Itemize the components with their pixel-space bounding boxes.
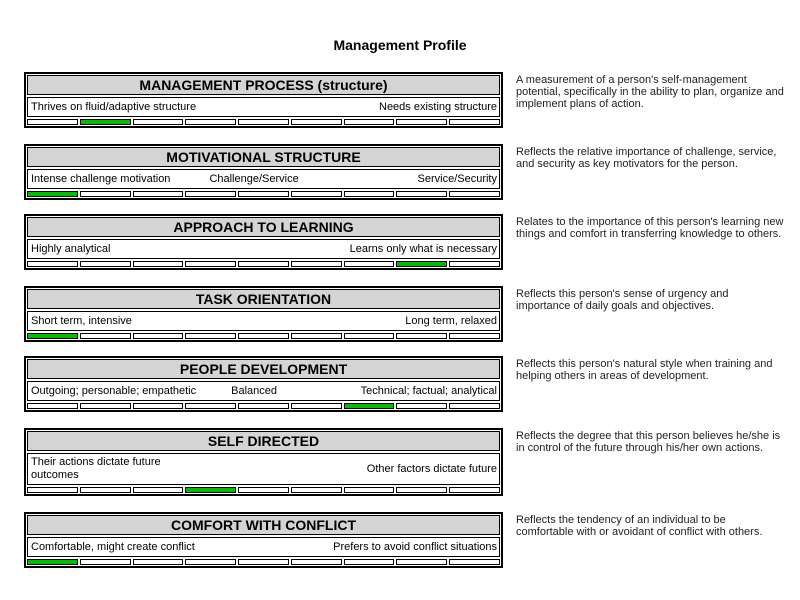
scale-segment (396, 403, 447, 409)
scale-segment (238, 191, 289, 197)
scale-segment (291, 403, 342, 409)
profile-title: SELF DIRECTED (27, 431, 500, 451)
scale-segment (80, 487, 131, 493)
scale-segment (449, 261, 500, 267)
rating-scale (27, 191, 500, 197)
scale-segment (185, 559, 236, 565)
scale-segment-selected (80, 119, 131, 125)
scale-segment (344, 333, 395, 339)
scale-segment (185, 191, 236, 197)
scale-left-label: Outgoing; personable; empathetic (31, 385, 197, 397)
scale-segment (27, 261, 78, 267)
scale-labels (27, 453, 500, 485)
scale-left-label: Thrives on fluid/adaptive structure (31, 101, 197, 113)
scale-right-label: Long term, relaxed (405, 315, 497, 327)
scale-right-label: Other factors dictate future (366, 463, 497, 475)
scale-segment (291, 487, 342, 493)
scale-segment (185, 261, 236, 267)
scale-segment (449, 333, 500, 339)
scale-segment (238, 487, 289, 493)
scale-labels (27, 239, 500, 259)
scale-segment (185, 333, 236, 339)
rating-scale (27, 333, 500, 339)
profile-description: Reflects the degree that this person believes he/she is in control of the future through his/her own actions. (516, 430, 781, 454)
profile-box (24, 72, 503, 128)
scale-segment-selected (27, 559, 78, 565)
rating-scale (27, 261, 500, 267)
scale-segment (80, 559, 131, 565)
scale-segment (27, 487, 78, 493)
scale-segment (449, 403, 500, 409)
scale-segment (80, 333, 131, 339)
rating-scale (27, 403, 500, 409)
scale-right-label: Prefers to avoid conflict situations (333, 541, 497, 553)
scale-labels (27, 537, 500, 557)
profile-box (24, 428, 503, 496)
scale-segment (80, 191, 131, 197)
scale-segment (449, 559, 500, 565)
scale-left-label: Their actions dictate future outcomes (31, 456, 161, 481)
scale-segment (449, 191, 500, 197)
profile-title: COMFORT WITH CONFLICT (27, 515, 500, 535)
profile-title: PEOPLE DEVELOPMENT (27, 359, 500, 379)
scale-segment (238, 119, 289, 125)
scale-segment (396, 333, 447, 339)
scale-segment (396, 191, 447, 197)
scale-right-label: Service/Security (417, 173, 497, 185)
scale-labels (27, 311, 500, 331)
scale-center-label: Challenge/Service (209, 173, 299, 185)
profile-box (24, 286, 503, 342)
scale-segment (344, 559, 395, 565)
scale-segment-selected (27, 191, 78, 197)
profile-description: A measurement of a person's self-management potential, specifically in the ability to plan, organize and implement plans of action. (516, 74, 784, 110)
scale-segment (291, 333, 342, 339)
profile-box (24, 144, 503, 200)
scale-segment (80, 403, 131, 409)
profile-title: APPROACH TO LEARNING (27, 217, 500, 237)
profile-title: TASK ORIENTATION (27, 289, 500, 309)
scale-segment (133, 333, 184, 339)
profile-description: Reflects the relative importance of challenge, service, and security as key motivators for the person. (516, 146, 777, 170)
scale-segment (344, 119, 395, 125)
scale-segment (133, 261, 184, 267)
profile-title: MANAGEMENT PROCESS (structure) (27, 75, 500, 95)
scale-segment (133, 119, 184, 125)
scale-segment (185, 403, 236, 409)
scale-left-label: Comfortable, might create conflict (31, 541, 195, 553)
scale-segment (449, 487, 500, 493)
scale-segment (238, 403, 289, 409)
rating-scale (27, 119, 500, 125)
scale-segment (133, 403, 184, 409)
profile-title: MOTIVATIONAL STRUCTURE (27, 147, 500, 167)
scale-segment (80, 261, 131, 267)
scale-labels (27, 381, 500, 401)
scale-segment (449, 119, 500, 125)
scale-labels (27, 169, 500, 189)
scale-segment (238, 333, 289, 339)
profile-description: Reflects this person's sense of urgency and importance of daily goals and objectives. (516, 288, 729, 312)
scale-right-label: Learns only what is necessary (349, 243, 497, 255)
profile-description: Reflects the tendency of an individual to be comfortable with or avoidant of conflict with others. (516, 514, 763, 538)
scale-segment-selected (344, 403, 395, 409)
scale-segment (344, 487, 395, 493)
scale-segment (238, 559, 289, 565)
scale-right-label: Needs existing structure (379, 101, 497, 113)
scale-segment (291, 191, 342, 197)
page-title: Management Profile (333, 37, 467, 53)
scale-segment-selected (396, 261, 447, 267)
scale-segment (396, 119, 447, 125)
scale-segment (133, 191, 184, 197)
scale-left-label: Highly analytical (31, 243, 111, 255)
scale-segment (185, 119, 236, 125)
scale-labels (27, 97, 500, 117)
rating-scale (27, 487, 500, 493)
scale-segment (291, 559, 342, 565)
scale-segment (344, 191, 395, 197)
profile-description: Relates to the importance of this person's learning new things and comfort in transferring knowledge to others. (516, 216, 784, 240)
profile-box (24, 356, 503, 412)
scale-segment (238, 261, 289, 267)
scale-segment (344, 261, 395, 267)
profile-box (24, 214, 503, 270)
scale-left-label: Intense challenge motivation (31, 173, 171, 185)
profile-description: Reflects this person's natural style when training and helping others in areas of development. (516, 358, 773, 382)
scale-segment (291, 261, 342, 267)
scale-segment-selected (185, 487, 236, 493)
scale-center-label: Balanced (231, 385, 278, 397)
scale-segment (133, 559, 184, 565)
scale-segment (27, 403, 78, 409)
profile-box (24, 512, 503, 568)
scale-segment (396, 559, 447, 565)
scale-segment (133, 487, 184, 493)
scale-right-label: Technical; factual; analytical (360, 385, 497, 397)
rating-scale (27, 559, 500, 565)
scale-segment (27, 119, 78, 125)
scale-segment-selected (27, 333, 78, 339)
scale-segment (396, 487, 447, 493)
scale-segment (291, 119, 342, 125)
scale-left-label: Short term, intensive (31, 315, 132, 327)
